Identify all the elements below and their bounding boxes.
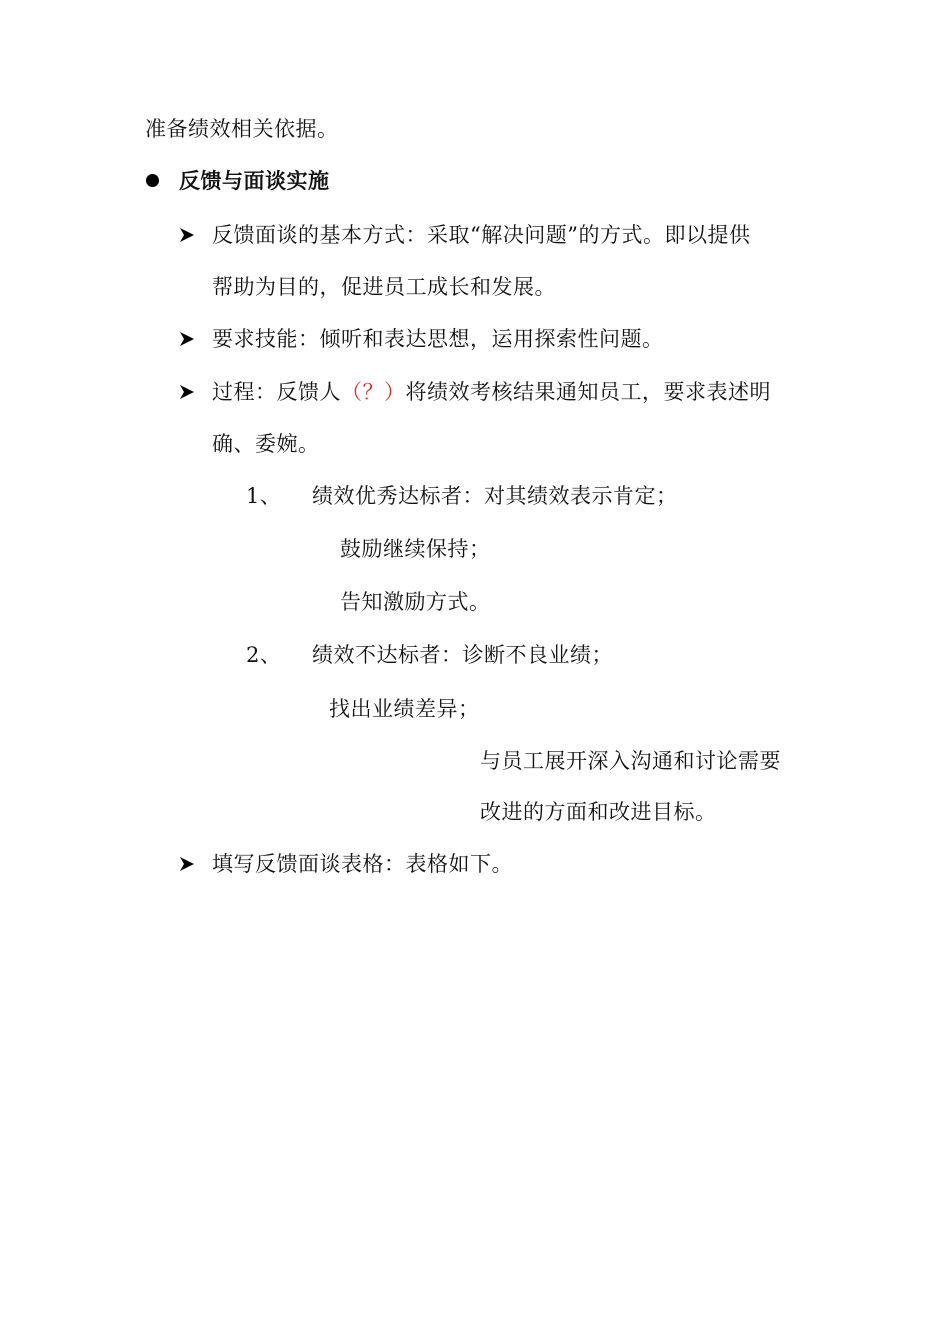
sub1-line2: 鼓励继续保持； [340,537,491,561]
item3-suffix: 将绩效考核结果通知员工，要求表述明 [405,380,771,404]
item4: 填写反馈面谈表格：表格如下。 [212,852,513,876]
item3-mark: （？） [341,380,406,404]
item3-line2: 确、委婉。 [212,432,320,456]
item3-prefix: 过程：反馈人 [212,380,341,404]
arrow-bullet-icon [178,226,196,244]
sub1-text: 绩效优秀达标者：对其绩效表示肯定； [312,484,678,508]
sub2-text: 绩效不达标者：诊断不良业绩； [312,643,613,667]
item2: 要求技能：倾听和表达思想，运用探索性问题。 [212,327,664,351]
sub2-number: 2、 [246,643,282,667]
sub1-number: 1、 [246,484,282,508]
arrow-bullet-icon [178,855,196,873]
arrow-bullet-icon [178,383,196,401]
item3-line1 [212,377,771,407]
arrow-bullet-icon [178,330,196,348]
sub2-line2: 找出业绩差异； [329,697,480,721]
sub2-line4: 改进的方面和改进目标。 [480,800,717,824]
section-title: 反馈与面谈实施 [179,169,330,193]
item1-line2: 帮助为目的，促进员工成长和发展。 [212,275,556,299]
item1-line1: 反馈面谈的基本方式：采取“解决问题”的方式。即以提供 [212,223,751,247]
sub1-line3: 告知激励方式。 [340,590,491,614]
bullet-dot-icon [146,174,159,187]
intro-line: 准备绩效相关依据。 [145,117,339,141]
sub2-line3: 与员工展开深入沟通和讨论需要 [480,749,781,773]
